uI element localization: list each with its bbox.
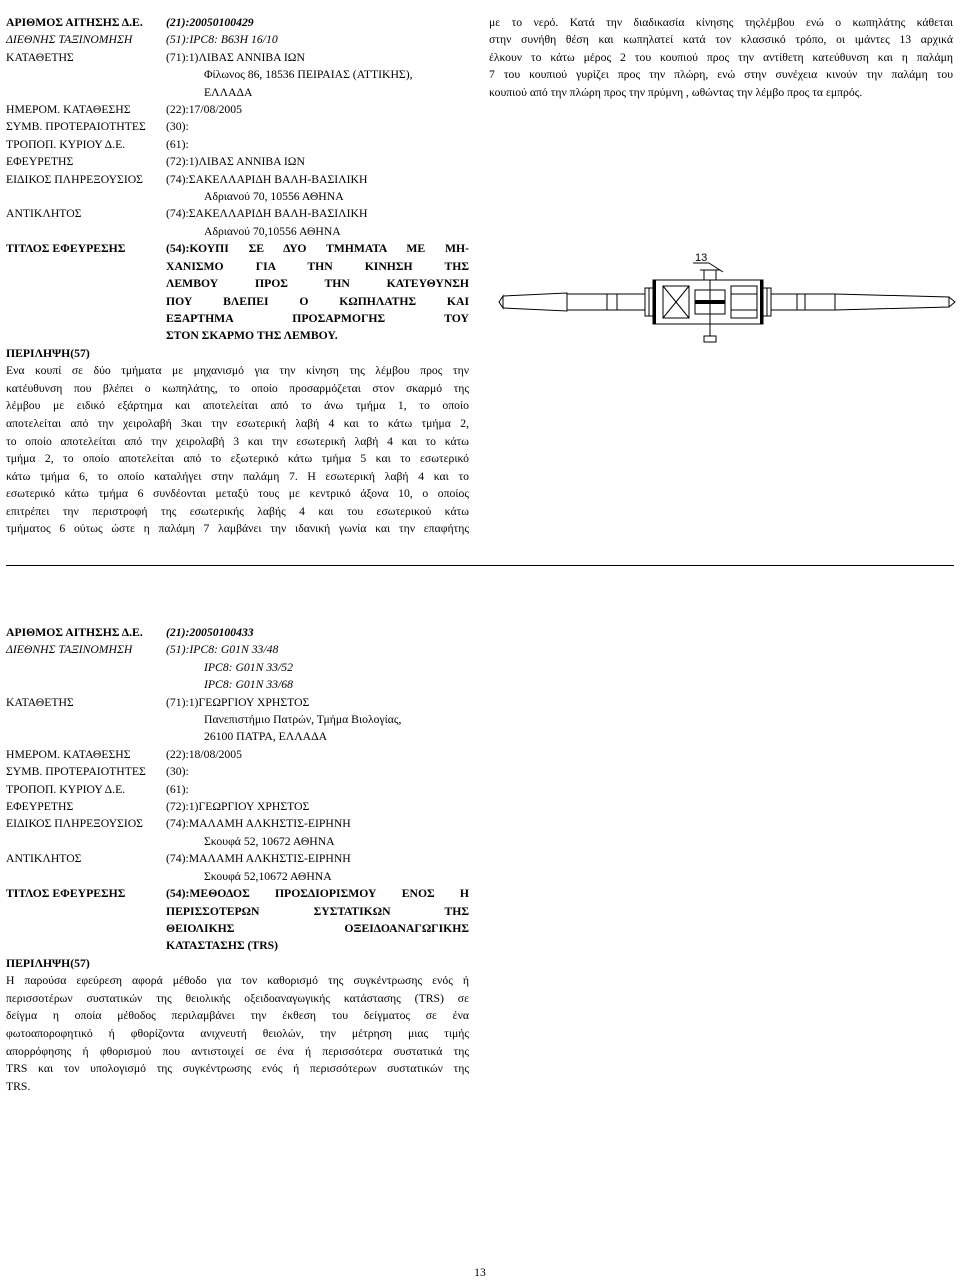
depositor-label: ΚΑΤΑΘΕΤΗΣ bbox=[6, 695, 74, 709]
abstract-line: επιτρέπει την περιστροφή της εσωτερικής λαβής 4 και του εσωτερικού κάτω bbox=[6, 504, 469, 518]
modification-row bbox=[6, 781, 469, 798]
inventor-value: (72):1)ΛΙΒΑΣ ΑΝΝΙΒΑ ΙΩΝ bbox=[166, 155, 305, 169]
application-number-label: ΑΡΙΘΜΟΣ ΑΙΤΗΣΗΣ Δ.Ε. bbox=[6, 626, 143, 639]
agent-address: Αδριανού 70, 10556 ΑΘΗΝΑ bbox=[204, 190, 344, 204]
page-number: 13 bbox=[474, 1266, 486, 1279]
depositor-row bbox=[6, 49, 469, 66]
invention-title-line: ΣΤΟΝ ΣΚΑΡΜΟ ΤΗΣ ΛΕΜΒΟΥ. bbox=[166, 329, 338, 343]
abstract-line: λέμβου με ειδικό εξάρτημα και αποτελείται από το άνω τμήμα 1, το οποίο bbox=[6, 399, 469, 413]
invention-title-line: ΕΞΑΡΤΗΜΑ ΠΡΟΣΑΡΜΟΓΗΣ ΤΟΥ bbox=[166, 311, 469, 325]
inventor-row bbox=[6, 153, 469, 170]
agent-value: (74):ΜΑΛΑΜΗ ΑΛΚΗΣΤΙΣ-ΕΙΡΗΝΗ bbox=[166, 817, 351, 831]
depositor-address-line: 26100 ΠΑΤΡΑ, ΕΛΛΑΔΑ bbox=[204, 730, 328, 744]
agent-address: Σκουφά 52, 10672 ΑΘΗΝΑ bbox=[204, 834, 335, 848]
filing-date-value: (22):18/08/2005 bbox=[166, 747, 242, 761]
agent-value: (74):ΣΑΚΕΛΛΑΡΙΔΗ ΒΑΛΗ-ΒΑΣΙΛΙΚΗ bbox=[166, 172, 368, 186]
abstract-line: TRS και τον υπολογισμό της συγκέντρωσης ενός ή περισσότερων συστατικών της bbox=[6, 1062, 469, 1076]
modification-row bbox=[6, 136, 469, 153]
abstract-line: κάτω τμήμα 6, το οποίο καταλήγει στην παλάμη 7. Η εσωτερική λαβή 4 και το bbox=[6, 469, 469, 483]
invention-title-row bbox=[6, 240, 469, 344]
invention-title-line: ΚΑΤΑΣΤΑΣΗΣ (TRS) bbox=[166, 939, 279, 953]
representative-value: (74):ΜΑΛΑΜΗ ΑΛΚΗΣΤΙΣ-ΕΙΡΗΝΗ bbox=[166, 852, 351, 866]
abstract-line: απορρόφησης ή φθορισμού που αντιστοιχεί σε ένα ή περισσότερα συστατικά της bbox=[6, 1044, 469, 1058]
modification-label: ΤΡΟΠΟΠ. ΚΥΡΙΟΥ Δ.Ε. bbox=[6, 782, 126, 796]
abstract-line: το οποίο αποτελείται από την χειρολαβή 3 και την εσωτερική λαβή 4 και το κάτω bbox=[6, 434, 469, 448]
inventor-row bbox=[6, 798, 469, 815]
classification-label: ΔΙΕΘΝΗΣ ΤΑΞΙΝΟΜΗΣΗ bbox=[6, 33, 133, 47]
continuation-line: με το νερό. Κατά την διαδικασία κίνησης τηςλέμβου ενώ ο κωπηλάτης κάθεται bbox=[489, 16, 953, 29]
invention-title bbox=[166, 885, 469, 955]
abstract-line: εσωτερικό κάτω τμήμα 6 συνδέονται μεταξύ τους με κεντρικό άξονα 10, ο οποίος bbox=[6, 487, 469, 501]
representative-address: Σκουφά 52,10672 ΑΘΗΝΑ bbox=[204, 869, 332, 883]
priority-value: (30): bbox=[166, 765, 189, 779]
agent-row bbox=[6, 815, 469, 832]
inventor-label: ΕΦΕΥΡΕΤΗΣ bbox=[6, 800, 74, 814]
depositor-address-line: Πανεπιστήμιο Πατρών, Τμήμα Βιολογίας, bbox=[204, 713, 402, 727]
figure-reference-label: 13 bbox=[695, 252, 708, 264]
abstract-heading: ΠΕΡΙΛΗΨΗ(57) bbox=[6, 956, 90, 970]
classification-row bbox=[6, 31, 469, 48]
invention-title-line: (54):ΜΕΘΟΔΟΣ ΠΡΟΣΔΙΟΡΙΣΜΟΥ ΕΝΟΣ Η bbox=[166, 887, 469, 901]
abstract-line: τμήμα 2, το οποίο αποτελείται από το εξωτερικό κάτω τμήμα 5 και το εσωτερικό bbox=[6, 452, 469, 466]
depositor-address-line: Φίλωνος 86, 18536 ΠΕΙΡΑΙΑΣ (ΑΤΤΙΚΗΣ), bbox=[204, 68, 413, 82]
agent-label: ΕΙΔΙΚΟΣ ΠΛΗΡΕΞΟΥΣΙΟΣ bbox=[6, 817, 143, 831]
invention-title-line: ΛΕΜΒΟΥ ΠΡΟΣ ΤΗΝ ΚΑΤΕΥΘΥΝΣΗ bbox=[166, 277, 469, 291]
abstract-text bbox=[6, 362, 469, 538]
abstract-line: TRS. bbox=[6, 1079, 31, 1093]
classification-row bbox=[6, 641, 469, 658]
invention-title bbox=[166, 240, 469, 344]
depositor-row bbox=[6, 694, 469, 711]
abstract-line: δείγμα η οποία μέθοδος περιλαμβάνει την έκθεση του δείγματος σε ένα bbox=[6, 1009, 469, 1023]
agent-row bbox=[6, 171, 469, 188]
abstract-line: αποτελείται από την χειρολαβή 3και την εσωτερική λαβή 4 και το κάτω τμήμα 2, bbox=[6, 416, 469, 430]
classification-value: (51):IPC8: B63H 16/10 bbox=[166, 33, 278, 47]
filing-date-row bbox=[6, 101, 469, 118]
invention-title-line: ΘΕΙΟΛΙΚΗΣ ΟΞΕΙΔΟΑΝΑΓΩΓΙΚΗΣ bbox=[166, 921, 469, 935]
filing-date-label: ΗΜΕΡΟΜ. ΚΑΤΑΘΕΣΗΣ bbox=[6, 747, 131, 761]
continuation-line: έλκουν το κάτω μέρος 2 του κουπιού προς την αντίθετη κατεύθυνση και η παλάμη bbox=[489, 50, 953, 64]
depositor-label: ΚΑΤΑΘΕΤΗΣ bbox=[6, 50, 74, 64]
representative-address: Αδριανού 70,10556 ΑΘΗΝΑ bbox=[204, 224, 341, 238]
classification-value: (51):IPC8: G01N 33/48 bbox=[166, 643, 279, 657]
application-number-row bbox=[6, 624, 469, 641]
agent-label: ΕΙΔΙΚΟΣ ΠΛΗΡΕΞΟΥΣΙΟΣ bbox=[6, 172, 143, 186]
abstract-text bbox=[6, 972, 469, 1095]
invention-title-row bbox=[6, 885, 469, 955]
representative-label: ΑΝΤΙΚΛΗΤΟΣ bbox=[6, 852, 82, 866]
representative-row bbox=[6, 850, 469, 867]
abstract-continuation bbox=[489, 14, 953, 101]
filing-date-row bbox=[6, 746, 469, 763]
continuation-line: 7 του κουπιού γυρίζει προς την πλώρη, ενώ στην συνέχεια κινούν την παλάμη του bbox=[489, 68, 953, 82]
classification-label: ΔΙΕΘΝΗΣ ΤΑΞΙΝΟΜΗΣΗ bbox=[6, 643, 133, 657]
invention-title-line: ΧΑΝΙΣΜΟ ΓΙΑ ΤΗΝ ΚΙΝΗΣΗ ΤΗΣ bbox=[166, 259, 469, 273]
priority-value: (30): bbox=[166, 120, 189, 134]
oar-drawing bbox=[497, 250, 957, 354]
depositor-address-line: ΕΛΛΑΔΑ bbox=[204, 85, 253, 99]
abstract-heading: ΠΕΡΙΛΗΨΗ(57) bbox=[6, 346, 90, 360]
continuation-line: στην συνήθη θέση και κωπηλατεί κατά τον κλασσικό τρόπο, οι ιμάντες 13 αρχικά bbox=[489, 33, 953, 47]
invention-title-line: ΠΕΡΙΣΣΟΤΕΡΩΝ ΣΥΣΤΑΤΙΚΩΝ ΤΗΣ bbox=[166, 904, 469, 918]
application-number-value: (21):20050100433 bbox=[166, 626, 254, 639]
representative-row bbox=[6, 205, 469, 222]
invention-title-label: ΤΙΤΛΟΣ ΕΦΕΥΡΕΣΗΣ bbox=[6, 887, 126, 901]
representative-label: ΑΝΤΙΚΛΗΤΟΣ bbox=[6, 207, 82, 221]
patent-entry-2 bbox=[6, 624, 469, 1095]
filing-date-label: ΗΜΕΡΟΜ. ΚΑΤΑΘΕΣΗΣ bbox=[6, 103, 131, 117]
priority-label: ΣΥΜΒ. ΠΡΟΤΕΡΑΙΟΤΗΤΕΣ bbox=[6, 120, 146, 134]
priority-row bbox=[6, 763, 469, 780]
entry-divider bbox=[6, 565, 954, 566]
application-number-label: ΑΡΙΘΜΟΣ ΑΙΤΗΣΗΣ Δ.Ε. bbox=[6, 16, 143, 29]
application-number-row bbox=[6, 14, 469, 31]
priority-row bbox=[6, 118, 469, 135]
classification-extra: IPC8: G01N 33/68 bbox=[204, 678, 293, 692]
inventor-label: ΕΦΕΥΡΕΤΗΣ bbox=[6, 155, 74, 169]
invention-title-line: (54):ΚΟΥΠΙ ΣΕ ΔΥΟ ΤΜΗΜΑΤΑ ΜΕ ΜΗ- bbox=[166, 242, 469, 256]
invention-title-line: ΠΟΥ ΒΛΕΠΕΙ Ο ΚΩΠΗΛΑΤΗΣ ΚΑΙ bbox=[166, 294, 469, 308]
modification-value: (61): bbox=[166, 137, 189, 151]
abstract-line: φωτοαποροφητικό ή φθορίζοντα ανιχνευτή θειολών, την μέτρηση μιας τιμής bbox=[6, 1026, 469, 1040]
abstract-line: Ενα κουπί σε δύο τμήματα με μηχανισμό για την κίνηση της λέμβου προς την bbox=[6, 364, 469, 378]
priority-label: ΣΥΜΒ. ΠΡΟΤΕΡΑΙΟΤΗΤΕΣ bbox=[6, 765, 146, 779]
representative-value: (74):ΣΑΚΕΛΛΑΡΙΔΗ ΒΑΛΗ-ΒΑΣΙΛΙΚΗ bbox=[166, 207, 368, 221]
application-number-value: (21):20050100429 bbox=[166, 16, 254, 29]
modification-label: ΤΡΟΠΟΠ. ΚΥΡΙΟΥ Δ.Ε. bbox=[6, 137, 126, 151]
continuation-line: κουπιού από την πλώρη προς την πρύμνη , ωθώντας την λέμβο προς τα εμπρός. bbox=[489, 85, 863, 99]
invention-title-label: ΤΙΤΛΟΣ ΕΦΕΥΡΕΣΗΣ bbox=[6, 242, 126, 256]
abstract-line: Η παρούσα εφεύρεση αφορά μέθοδο για τον καθορισμό της συγκέντρωσης ενός ή bbox=[6, 974, 469, 988]
filing-date-value: (22):17/08/2005 bbox=[166, 103, 242, 117]
depositor-value: (71):1)ΓΕΩΡΓΙΟΥ ΧΡΗΣΤΟΣ bbox=[166, 695, 310, 709]
oar-drawing-figure bbox=[497, 250, 957, 354]
abstract-line: κατέυθυνση που βλέπει ο κωπηλάτης, το οποίο προσαρμόζεται στον σκαρμό της bbox=[6, 381, 469, 395]
abstract-line: περισσοτέρων συστατικών της θειολικής οξειδοαναγωγικής κατάστασης (TRS) σε bbox=[6, 991, 469, 1005]
abstract-line: τμήματος 6 ούτως ώστε η παλάμη 7 λαμβάνει την ιδανική γωνία και την επαφήτης bbox=[6, 522, 469, 536]
inventor-value: (72):1)ΓΕΩΡΓΙΟΥ ΧΡΗΣΤΟΣ bbox=[166, 800, 310, 814]
patent-entry-1 bbox=[6, 14, 469, 538]
modification-value: (61): bbox=[166, 782, 189, 796]
depositor-value: (71):1)ΛΙΒΑΣ ΑΝΝΙΒΑ ΙΩΝ bbox=[166, 50, 305, 64]
classification-extra: IPC8: G01N 33/52 bbox=[204, 660, 293, 674]
